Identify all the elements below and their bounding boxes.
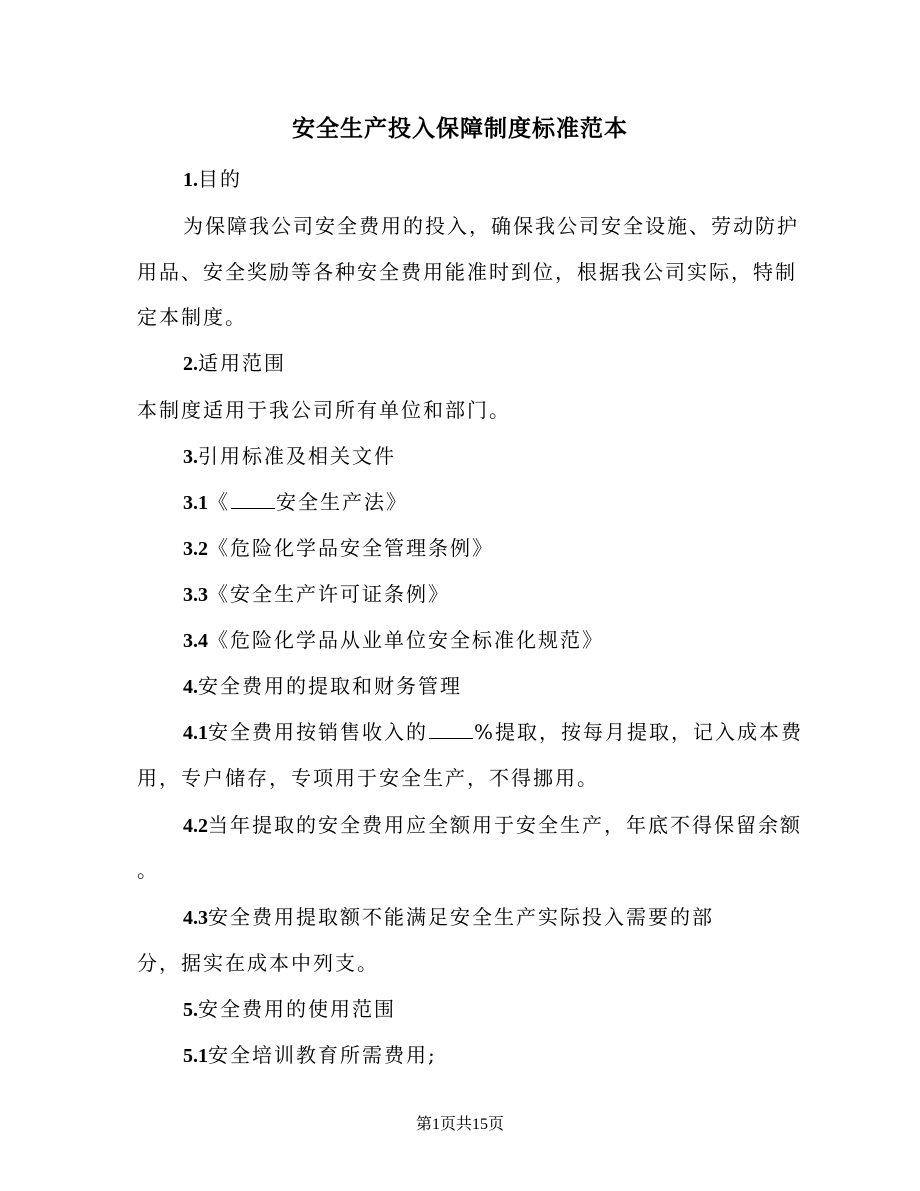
heading-references: 3.引用标准及相关文件 [183, 444, 396, 468]
heading-purpose: 1.目的 [183, 167, 242, 191]
clause-line: 4.2当年提取的安全费用应全额用于安全生产，年底不得保留余额 [183, 813, 802, 837]
reference-item: 3.2《危险化学品安全管理条例》 [183, 536, 494, 560]
document-title: 安全生产投入保障制度标准范本 [292, 115, 628, 142]
fill-blank [429, 720, 473, 739]
clause-line: 5.1安全培训教育所需费用; [183, 1043, 437, 1067]
paragraph-line: 本制度适用于我公司所有单位和部门。 [137, 398, 511, 422]
reference-item: 3.1《 安全生产法》 [183, 490, 408, 514]
heading-scope: 2.适用范围 [183, 351, 286, 375]
reference-item: 3.4《危险化学品从业单位安全标准化规范》 [183, 628, 604, 652]
paragraph-line: 。 [137, 858, 159, 882]
page-footer: 第1页共15页 [415, 1116, 504, 1133]
fill-blank [231, 490, 275, 509]
heading-usage-scope: 5.安全费用的使用范围 [183, 997, 396, 1021]
reference-item: 3.3《安全生产许可证条例》 [183, 582, 450, 606]
paragraph-line: 分，据实在成本中列支。 [137, 951, 379, 975]
clause-line: 4.3安全费用提取额不能满足安全生产实际投入需要的部 [183, 905, 714, 929]
paragraph-line: 定本制度。 [137, 305, 247, 329]
paragraph-line: 为保障我公司安全费用的投入，确保我公司安全设施、劳动防护 [183, 214, 799, 238]
paragraph-line: 用品、安全奖励等各种安全费用能准时到位，根据我公司实际，特制 [137, 260, 797, 284]
clause-line: 4.1安全费用按销售收入的 %提取，按每月提取，记入成本费 [183, 720, 804, 744]
heading-funding: 4.安全费用的提取和财务管理 [183, 674, 462, 698]
paragraph-line: 用，专户储存，专项用于安全生产，不得挪用。 [137, 766, 599, 790]
